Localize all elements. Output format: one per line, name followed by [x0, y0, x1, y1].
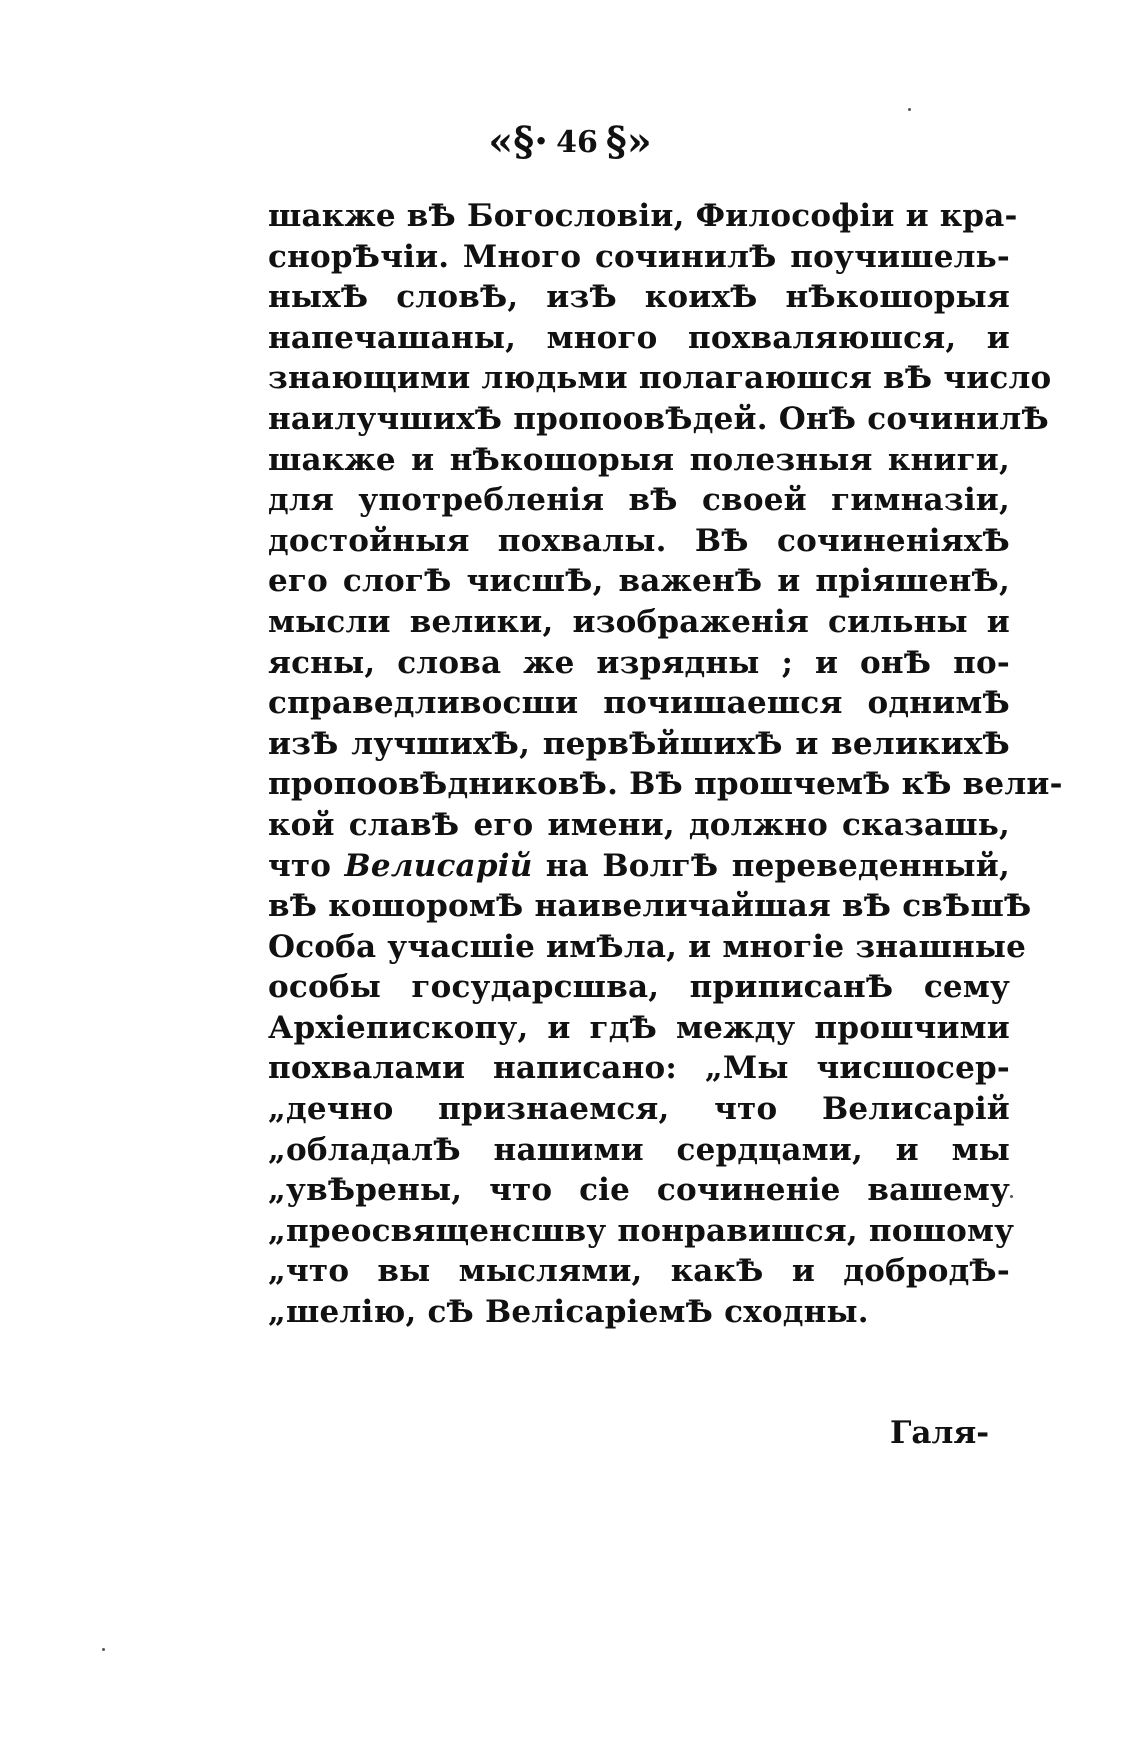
text-line: „обладалѢ нашими сердцами, и мы: [268, 1131, 1010, 1168]
text-line: особы государсшва, приписанѢ сему: [268, 969, 1010, 1006]
text-line: наилучшихѢ пропоовѢдей. ОнѢ сочинилѢ: [268, 400, 1049, 437]
text-line: снорѢчіи. Много сочинилѢ поучишель-: [268, 238, 1010, 275]
text-line: шакже и нѢкошорыя полезныя книги,: [268, 441, 1010, 478]
text-line: похвалами написано: „Мы чисшосер-: [268, 1050, 1010, 1087]
text-line: достойныя похвалы. ВѢ сочиненіяхѢ: [268, 522, 1010, 559]
text-line: „увѢрены, что сіе сочиненіе вашему: [268, 1172, 1010, 1209]
catchword: Галя-: [890, 1415, 990, 1451]
page-number: 46: [556, 124, 598, 160]
text-line: для употребленія вѢ своей гимназіи,: [268, 482, 1010, 519]
italic-title: Велисарій: [344, 847, 533, 884]
text-line: его слогѢ чисшѢ, важенѢ и пріяшенѢ,: [268, 563, 1010, 600]
text-line: знающими людьми полагаюшся вѢ число: [268, 360, 1052, 397]
text-line: Архіепископу, и гдѢ между прошчими: [268, 1009, 1010, 1046]
text-line: справедливосши почишаешся однимѢ: [268, 685, 1010, 722]
right-ornament: §»: [605, 118, 652, 165]
text-line: кой славѢ его имени, должно сказашь,: [268, 806, 1010, 843]
text-line: „шелію, сѢ ВелісаріемѢ сходны.: [268, 1294, 869, 1331]
left-ornament: «§·: [488, 118, 549, 165]
print-speck: [102, 1648, 105, 1651]
text-line: пропоовѢдниковѢ. ВѢ прошчемѢ кѢ вели-: [268, 766, 1063, 803]
text-line: мысли велики, изображенія сильны и: [268, 603, 1010, 640]
page-header: [0, 112, 1140, 172]
body-text: [268, 196, 1063, 1333]
text-line: „что вы мыслями, какѢ и добродѢ-: [268, 1253, 1010, 1290]
text-line: Особа учасшіе имѢла, и многіе знашные: [268, 928, 1027, 965]
text-line: ныхѢ словѢ, изѢ коихѢ нѢкошорыя: [268, 279, 1010, 316]
text-line: напечашаны, много похваляюшся, и: [268, 319, 1010, 356]
text-line: что Велисарій на ВолгѢ переведенный,: [268, 847, 1010, 884]
text-line: ясны, слова же изрядны ; и онѢ по-: [268, 644, 1010, 681]
text-line: вѢ кошоромѢ наивеличайшая вѢ свѢшѢ: [268, 888, 1032, 925]
text-line: шакже вѢ Богословіи, Философіи и кра-: [268, 198, 1018, 234]
print-speck: [908, 108, 911, 111]
text-line: изѢ лучшихѢ, первѢйшихѢ и великихѢ: [268, 725, 1010, 762]
text-line: „преосвященсшву понравишся, пошому: [268, 1212, 1015, 1249]
print-speck: [1010, 1195, 1013, 1198]
text-line: „дечно признаемся, что Велисарій: [268, 1091, 1010, 1128]
